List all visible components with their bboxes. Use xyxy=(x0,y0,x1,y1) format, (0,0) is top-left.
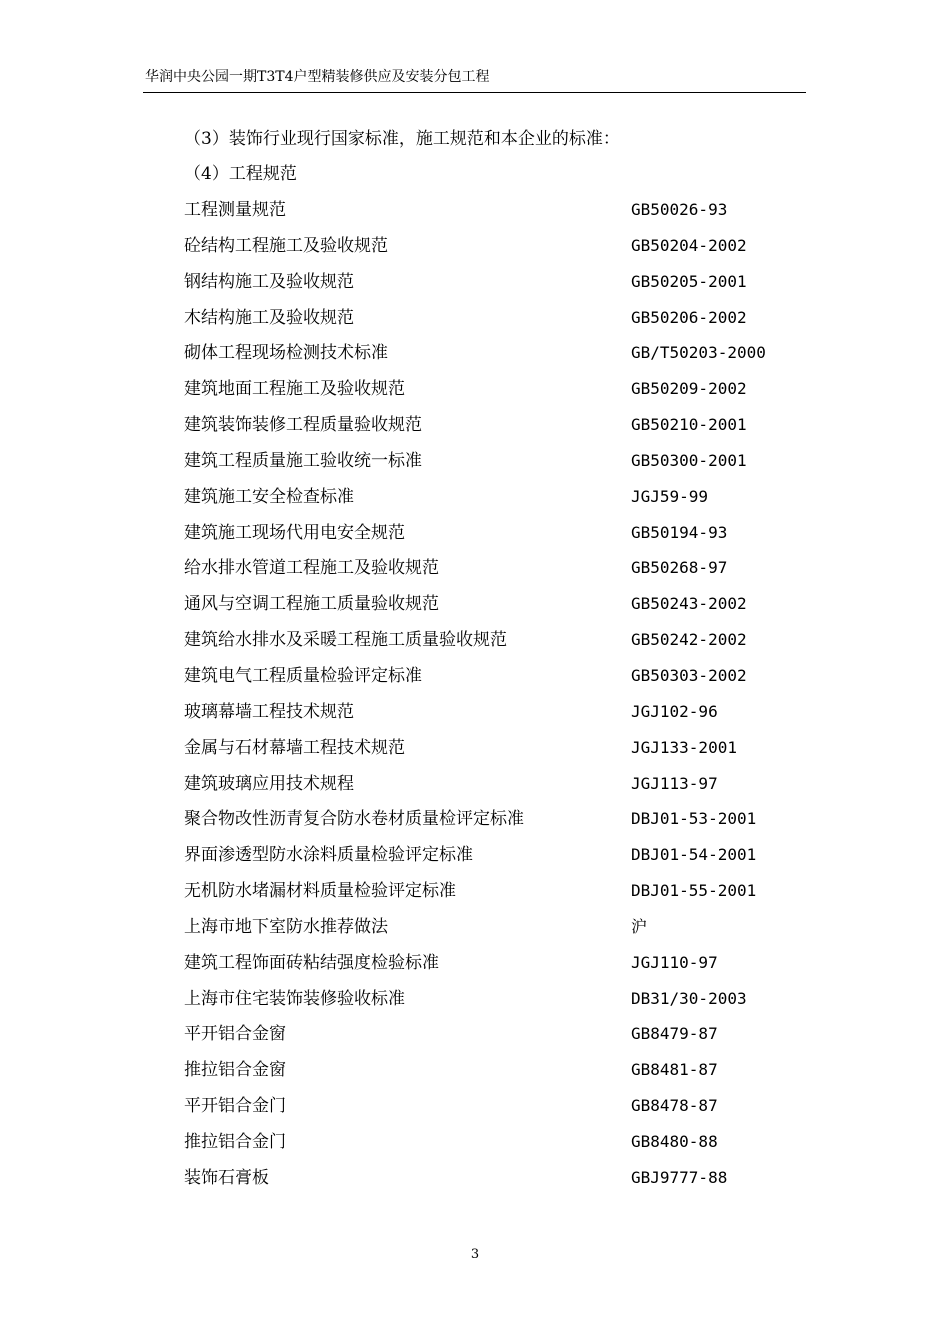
standard-name: 上海市住宅装饰装修验收标准 xyxy=(184,988,405,1009)
standard-row xyxy=(184,736,806,772)
standard-row xyxy=(184,915,806,951)
standard-name: 建筑地面工程施工及验收规范 xyxy=(184,379,405,400)
standard-row xyxy=(184,664,806,700)
section-item-3: （3）装饰行业现行国家标准，施工规范和本企业的标准： xyxy=(184,129,620,149)
standard-code: GB/T50203-2000 xyxy=(631,343,766,363)
standard-code: DBJ01-55-2001 xyxy=(631,881,757,901)
standard-code: DB31/30-2003 xyxy=(631,988,747,1008)
standard-name: 平开铝合金门 xyxy=(184,1096,286,1117)
standard-row xyxy=(184,951,806,987)
standard-code: 沪 xyxy=(631,916,648,936)
standard-code: GB8478-87 xyxy=(631,1096,718,1116)
standard-name: 聚合物改性沥青复合防水卷材质量检评定标准 xyxy=(184,809,524,830)
standard-row xyxy=(184,628,806,664)
standard-name: 金属与石材幕墙工程技术规范 xyxy=(184,737,405,758)
standard-name: 建筑给水排水及采暖工程施工质量验收规范 xyxy=(184,630,507,651)
standard-name: 装饰石膏板 xyxy=(184,1167,269,1188)
standard-name: 玻璃幕墙工程技术规范 xyxy=(184,701,354,722)
standard-code: GB50206-2002 xyxy=(631,307,747,327)
standard-name: 木结构施工及验收规范 xyxy=(184,307,354,328)
standard-name: 建筑工程质量施工验收统一标准 xyxy=(184,450,422,471)
standard-code: JGJ133-2001 xyxy=(631,737,737,757)
header-title: 华润中央公园一期T3T4户型精装修供应及安装分包工程 xyxy=(145,69,490,85)
standard-code: GB50210-2001 xyxy=(631,415,747,435)
standard-row xyxy=(184,556,806,592)
standard-code: GB8480-88 xyxy=(631,1131,718,1151)
standard-code: DBJ01-53-2001 xyxy=(631,809,757,829)
standard-row xyxy=(184,377,806,413)
section-item-4: （4）工程规范 xyxy=(184,164,297,184)
standard-row xyxy=(184,807,806,843)
standard-code: GB8481-87 xyxy=(631,1060,718,1080)
standard-name: 无机防水堵漏材料质量检验评定标准 xyxy=(184,881,456,902)
standard-row xyxy=(184,413,806,449)
standard-code: DBJ01-54-2001 xyxy=(631,845,757,865)
standard-name: 通风与空调工程施工质量验收规范 xyxy=(184,594,439,615)
standard-name: 砌体工程现场检测技术标准 xyxy=(184,343,388,364)
standard-code: GB8479-87 xyxy=(631,1024,718,1044)
standard-row xyxy=(184,234,806,270)
standard-name: 界面渗透型防水涂料质量检验评定标准 xyxy=(184,845,473,866)
standard-row xyxy=(184,1094,806,1130)
standard-code: GBJ9777-88 xyxy=(631,1167,728,1187)
standard-row xyxy=(184,843,806,879)
standard-code: GB50243-2002 xyxy=(631,594,747,614)
standard-code: GB50204-2002 xyxy=(631,235,747,255)
standard-row xyxy=(184,987,806,1023)
standard-name: 上海市地下室防水推荐做法 xyxy=(184,916,388,937)
standard-name: 工程测量规范 xyxy=(184,200,286,220)
standard-code: GB50303-2002 xyxy=(631,665,747,685)
standard-row xyxy=(184,306,806,342)
standard-name: 钢结构施工及验收规范 xyxy=(184,271,354,292)
page-number: 3 xyxy=(470,1247,480,1262)
standard-name: 建筑工程饰面砖粘结强度检验标准 xyxy=(184,952,439,973)
standard-code: GB50205-2001 xyxy=(631,271,747,291)
standard-row xyxy=(184,270,806,306)
standard-name: 推拉铝合金窗 xyxy=(184,1060,286,1081)
standard-code: GB50242-2002 xyxy=(631,630,747,650)
standard-code: JGJ102-96 xyxy=(631,701,718,721)
standard-row xyxy=(184,1058,806,1094)
standard-row xyxy=(184,1022,806,1058)
standard-code: JGJ113-97 xyxy=(631,773,718,793)
standard-row xyxy=(184,879,806,915)
standard-name: 砼结构工程施工及验收规范 xyxy=(184,235,388,256)
standard-row xyxy=(184,592,806,628)
standard-name: 建筑玻璃应用技术规程 xyxy=(184,773,354,794)
standard-row xyxy=(184,1166,806,1202)
standard-code: JGJ110-97 xyxy=(631,952,718,972)
standard-name: 推拉铝合金门 xyxy=(184,1131,286,1152)
standard-code: GB50026-93 xyxy=(631,200,728,219)
standard-row xyxy=(184,198,806,234)
standard-row xyxy=(184,772,806,808)
standard-name: 建筑装饰装修工程质量验收规范 xyxy=(184,415,422,436)
standard-code: GB50300-2001 xyxy=(631,450,747,470)
standard-name: 给水排水管道工程施工及验收规范 xyxy=(184,558,439,579)
standard-row xyxy=(184,485,806,521)
standard-row xyxy=(184,1130,806,1166)
page-header xyxy=(143,62,806,93)
standard-name: 平开铝合金窗 xyxy=(184,1024,286,1045)
standard-code: GB50268-97 xyxy=(631,558,728,578)
standard-name: 建筑电气工程质量检验评定标准 xyxy=(184,665,422,686)
standard-code: GB50194-93 xyxy=(631,522,728,542)
standard-name: 建筑施工安全检查标准 xyxy=(184,486,354,507)
standard-row xyxy=(184,341,806,377)
standard-name: 建筑施工现场代用电安全规范 xyxy=(184,522,405,543)
standard-code: GB50209-2002 xyxy=(631,379,747,399)
standard-row xyxy=(184,449,806,485)
standard-row xyxy=(184,521,806,557)
standard-row xyxy=(184,700,806,736)
standards-list xyxy=(184,198,806,1202)
standard-code: JGJ59-99 xyxy=(631,486,709,506)
